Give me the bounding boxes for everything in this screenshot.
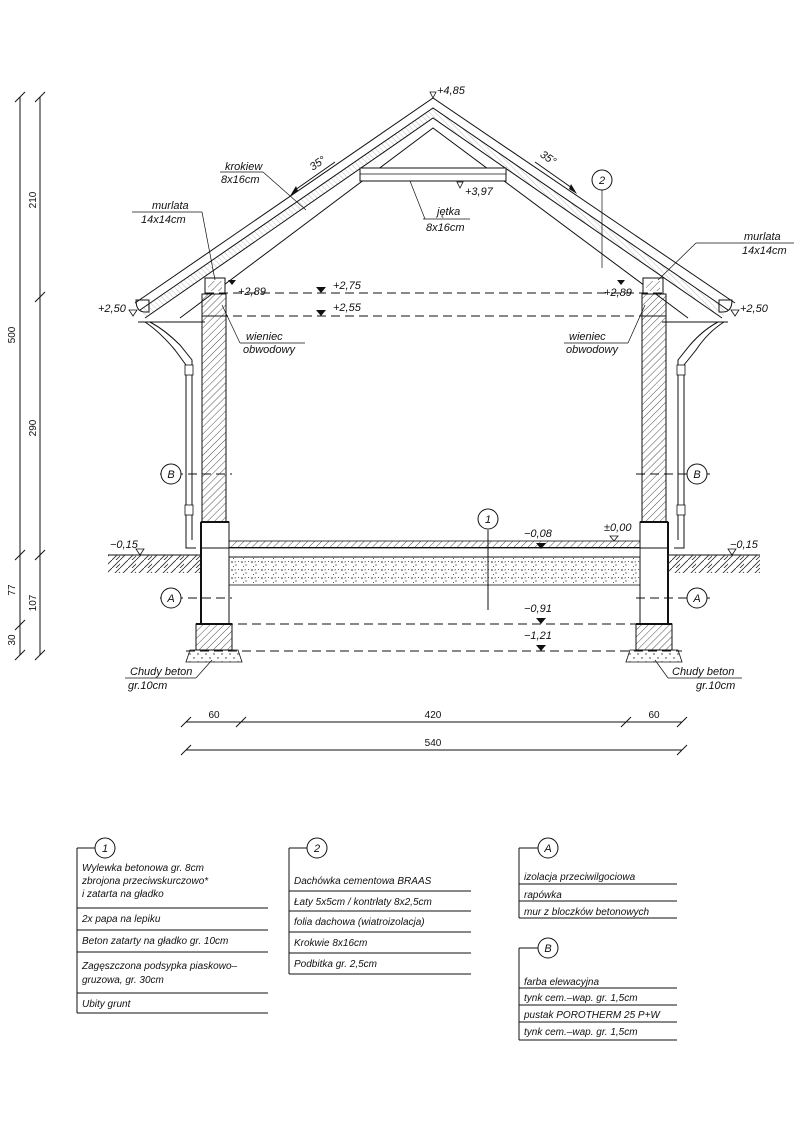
angle-left: 35° — [307, 154, 329, 174]
level-ridge: +4,85 — [437, 85, 465, 97]
dim-base-a: 77 — [7, 584, 18, 596]
lean-left-2: gr.10cm — [128, 680, 168, 692]
marker-a-left: A — [167, 593, 175, 605]
level-ground-left: −0,15 — [110, 539, 138, 551]
level-eave-right: +2,50 — [740, 303, 768, 315]
plate-size-right: 14x14cm — [742, 245, 787, 257]
rafter-name: krokiew — [225, 161, 263, 173]
lean-right-2: gr.10cm — [696, 680, 736, 692]
dim-roof: 210 — [28, 191, 39, 209]
legend-1-row-5: Ubity grunt — [82, 999, 131, 1010]
level-found-top: −0,91 — [524, 603, 552, 615]
plate-name-right: murlata — [744, 231, 781, 243]
level-floor-top: ±0,00 — [604, 522, 632, 534]
tie-name: jętka — [437, 206, 461, 218]
legend-b-marker: B — [544, 943, 552, 955]
dim-footing: 30 — [7, 634, 18, 646]
legend-2-marker: 2 — [313, 843, 321, 855]
vertical-dimensions — [7, 92, 45, 660]
legend-2-row-1: Dachówka cementowa BRAAS — [294, 876, 432, 887]
dim-h-middle: 420 — [424, 710, 442, 721]
dim-wall: 290 — [28, 419, 39, 437]
marker-b-left: B — [167, 469, 175, 481]
legend-2-row-2: Łaty 5x5cm / kontrłaty 8x2,5cm — [294, 897, 432, 908]
legend-1-row-4-line-1: Zagęszczona podsypka piaskowo– — [82, 961, 238, 972]
level-ceiling: +2,55 — [333, 302, 361, 314]
level-floor-sub: −0,08 — [524, 528, 552, 540]
dim-h-total: 540 — [424, 738, 442, 749]
ring-beam-right-1: wieniec — [569, 331, 606, 343]
dim-total: 500 — [7, 326, 18, 344]
legend-box-2 — [289, 838, 471, 974]
level-top-wall: +2,75 — [333, 280, 361, 292]
level-tie: +3,97 — [465, 186, 493, 198]
legend-1-row-3: Beton zatarty na gładko gr. 10cm — [82, 936, 229, 947]
tie-size: 8x16cm — [426, 222, 465, 234]
legend-2-row-3: folia dachowa (wiatroizolacja) — [294, 917, 425, 928]
legend-1-row-1-line-3: i zatarta na gładko — [82, 889, 164, 900]
ring-beam-left-2: obwodowy — [243, 344, 295, 356]
legend-b-row-1: farba elewacyjna — [524, 977, 600, 988]
angle-right: 35° — [537, 148, 559, 168]
ring-beam-left-1: wieniec — [246, 331, 283, 343]
rafter-size: 8x16cm — [221, 174, 260, 186]
horizontal-dimensions — [181, 710, 687, 755]
dim-base-b: 107 — [28, 594, 39, 612]
legend-1-row-2: 2x papa na lepiku — [82, 914, 161, 925]
lean-left-1: Chudy beton — [130, 666, 193, 678]
legend-box-1 — [77, 838, 268, 1013]
legend-1-row-1-line-1: Wylewka betonowa gr. 8cm — [82, 863, 204, 874]
level-plate-right: +2,89 — [604, 287, 632, 299]
legend-b-row-2: tynk cem.–wap. gr. 1,5cm — [524, 993, 638, 1004]
plate-name-left: murlata — [152, 200, 189, 212]
marker-b-right: B — [693, 469, 701, 481]
legend-b-row-4: tynk cem.–wap. gr. 1,5cm — [524, 1027, 638, 1038]
legend-1-row-4-line-2: gruzowa, gr. 30cm — [82, 975, 164, 986]
legend-1-marker: 1 — [101, 843, 109, 855]
plate-size-left: 14x14cm — [141, 214, 186, 226]
legend-2-row-4: Krokwie 8x16cm — [294, 938, 368, 949]
floor-slab — [229, 530, 640, 610]
dim-h-left: 60 — [208, 710, 220, 721]
level-ground-right: −0,15 — [730, 539, 758, 551]
legend-box-a — [519, 838, 677, 918]
level-found-bottom: −1,21 — [524, 630, 552, 642]
dim-h-right: 60 — [648, 710, 660, 721]
legend-a-row-1: izolacja przeciwilgociowa — [524, 872, 636, 883]
marker-a-right: A — [693, 593, 701, 605]
legend-2-row-5: Podbitka gr. 2,5cm — [294, 959, 378, 970]
lean-right-1: Chudy beton — [672, 666, 735, 678]
legend-b-row-3: pustak POROTHERM 25 P+W — [524, 1010, 660, 1021]
legend-a-row-3: mur z bloczków betonowych — [524, 907, 650, 918]
legend-box-b — [519, 938, 677, 1040]
marker-1: 1 — [484, 514, 492, 526]
legend-1-row-1-line-2: zbrojona przeciwskurczowo* — [82, 876, 209, 887]
ring-beam-right-2: obwodowy — [566, 344, 618, 356]
marker-2: 2 — [598, 175, 606, 187]
legend-a-marker: A — [544, 843, 552, 855]
level-plate-left: +2,89 — [238, 286, 266, 298]
level-eave-left: +2,50 — [98, 303, 126, 315]
legend-a-row-2: rapówka — [524, 890, 562, 901]
